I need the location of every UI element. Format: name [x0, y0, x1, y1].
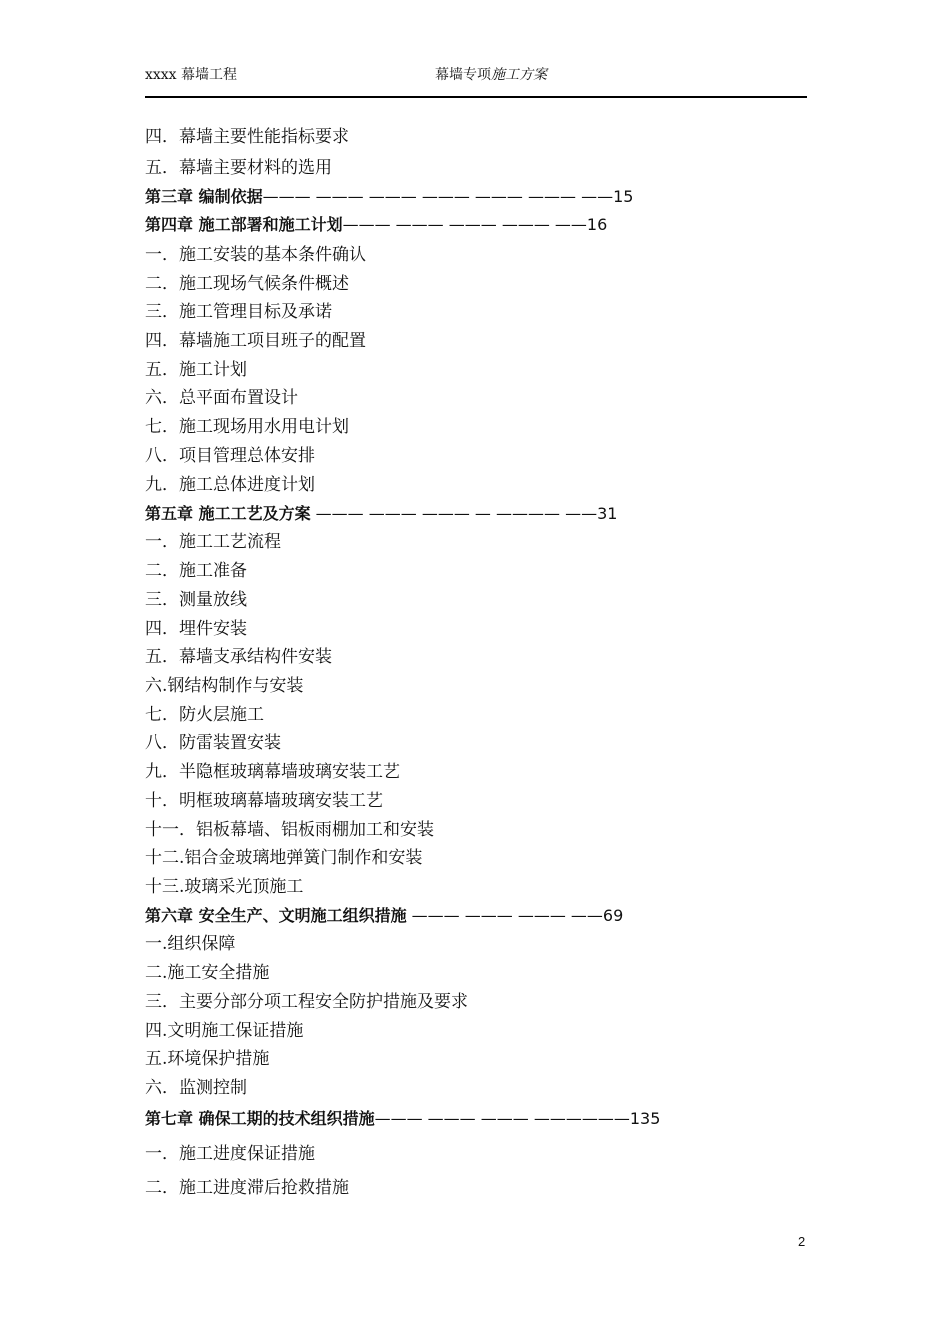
- toc-section-entry: [145, 761, 400, 783]
- toc-section-entry: [145, 847, 422, 869]
- toc-section-entry: [145, 126, 349, 148]
- toc-entry-title: 三．测量放线: [145, 590, 247, 610]
- toc-entry-title: 二．施工现场气候条件概述: [145, 274, 349, 294]
- toc-entry-title: 第七章 确保工期的技术组织措施: [145, 1109, 375, 1128]
- toc-entry-title: 五．幕墙支承结构件安装: [145, 647, 332, 667]
- toc-entry-title: 五.环境保护措施: [145, 1049, 270, 1069]
- header-title-italic: 施工方案: [491, 67, 547, 83]
- toc-entry-title: 二.施工安全措施: [145, 963, 270, 983]
- toc-section-entry: [145, 157, 332, 179]
- toc-entry-title: 六.钢结构制作与安装: [145, 676, 304, 696]
- toc-section-entry: [145, 618, 247, 640]
- toc-section-entry: [145, 732, 281, 754]
- toc-entry-title: 五．施工计划: [145, 360, 247, 380]
- toc-section-entry: [145, 646, 332, 668]
- toc-chapter-entry: [145, 905, 623, 927]
- header-project-name: xxxx 幕墙工程: [145, 67, 238, 83]
- toc-section-entry: [145, 1143, 315, 1165]
- toc-chapter-entry: [145, 186, 633, 208]
- toc-chapter-entry: [145, 214, 607, 236]
- toc-chapter-entry: [145, 503, 617, 525]
- toc-section-entry: [145, 387, 298, 409]
- toc-entry-title: 第六章 安全生产、文明施工组织措施: [145, 906, 407, 925]
- toc-section-entry: [145, 790, 383, 812]
- toc-section-entry: [145, 474, 315, 496]
- toc-entry-title: 三．主要分部分项工程安全防护措施及要求: [145, 992, 468, 1012]
- toc-entry-title: 一．施工安装的基本条件确认: [145, 245, 366, 265]
- toc-entry-title: 四．埋件安装: [145, 619, 247, 639]
- toc-entry-title: 三．施工管理目标及承诺: [145, 302, 332, 322]
- toc-section-entry: [145, 244, 366, 266]
- toc-section-entry: [145, 704, 264, 726]
- toc-section-entry: [145, 1077, 247, 1099]
- toc-entry-title: 六．监测控制: [145, 1078, 247, 1098]
- toc-section-entry: [145, 1020, 303, 1042]
- toc-entry-title: 十二.铝合金玻璃地弹簧门制作和安装: [145, 848, 423, 868]
- toc-section-entry: [145, 445, 315, 467]
- toc-entry-title: 第五章 施工工艺及方案: [145, 504, 311, 523]
- toc-section-entry: [145, 416, 349, 438]
- toc-entry-title: 六．总平面布置设计: [145, 388, 298, 408]
- toc-section-entry: [145, 675, 303, 697]
- toc-section-entry: [145, 1048, 269, 1070]
- toc-leader-and-page: ——— ——— ——— — ———— ——31: [310, 504, 618, 523]
- toc-section-entry: [145, 560, 247, 582]
- toc-entry-title: 九．施工总体进度计划: [145, 475, 315, 495]
- toc-section-entry: [145, 933, 235, 955]
- toc-section-entry: [145, 359, 247, 381]
- toc-entry-title: 十一．铝板幕墙、铝板雨棚加工和安装: [145, 820, 434, 840]
- toc-entry-title: 一．施工进度保证措施: [145, 1144, 315, 1164]
- toc-leader-and-page: ——— ——— ——— ——— ——16: [342, 215, 608, 234]
- toc-entry-title: 四.文明施工保证措施: [145, 1021, 304, 1041]
- toc-entry-title: 八．防雷装置安装: [145, 733, 281, 753]
- toc-entry-title: 七．防火层施工: [145, 705, 264, 725]
- toc-section-entry: [145, 301, 332, 323]
- toc-section-entry: [145, 1177, 349, 1199]
- toc-section-entry: [145, 273, 349, 295]
- toc-leader-and-page: ——— ——— ——— ——— ——— ——— ——15: [262, 187, 634, 206]
- toc-section-entry: [145, 991, 468, 1013]
- toc-entry-title: 一．施工工艺流程: [145, 532, 281, 552]
- toc-entry-title: 四．幕墙施工项目班子的配置: [145, 331, 366, 351]
- toc-entry-title: 五．幕墙主要材料的选用: [145, 158, 332, 178]
- toc-entry-title: 八．项目管理总体安排: [145, 446, 315, 466]
- toc-entry-title: 十三.玻璃采光顶施工: [145, 877, 304, 897]
- header-title-prefix: 幕墙专项: [435, 67, 491, 83]
- toc-leader-and-page: ——— ——— ——— ——69: [406, 906, 624, 925]
- toc-section-entry: [145, 589, 247, 611]
- toc-chapter-entry: [145, 1108, 660, 1130]
- toc-section-entry: [145, 531, 281, 553]
- toc-entry-title: 一.组织保障: [145, 934, 236, 954]
- toc-section-entry: [145, 330, 366, 352]
- page-header: [145, 64, 807, 86]
- toc-entry-title: 第三章 编制依据: [145, 187, 263, 206]
- toc-entry-title: 四．幕墙主要性能指标要求: [145, 127, 349, 147]
- toc-entry-title: 十．明框玻璃幕墙玻璃安装工艺: [145, 791, 383, 811]
- toc-entry-title: 第四章 施工部署和施工计划: [145, 215, 343, 234]
- header-document-title: [435, 64, 547, 84]
- toc-entry-title: 七．施工现场用水用电计划: [145, 417, 349, 437]
- toc-leader-and-page: ——— ——— ——— ——————135: [374, 1109, 661, 1128]
- toc-section-entry: [145, 876, 303, 898]
- page-number: 2: [798, 1234, 806, 1249]
- toc-section-entry: [145, 962, 269, 984]
- toc-entry-title: 二．施工进度滞后抢救措施: [145, 1178, 349, 1198]
- toc-entry-title: 九．半隐框玻璃幕墙玻璃安装工艺: [145, 762, 400, 782]
- header-divider: [145, 96, 807, 98]
- toc-entry-title: 二．施工准备: [145, 561, 247, 581]
- toc-section-entry: [145, 819, 434, 841]
